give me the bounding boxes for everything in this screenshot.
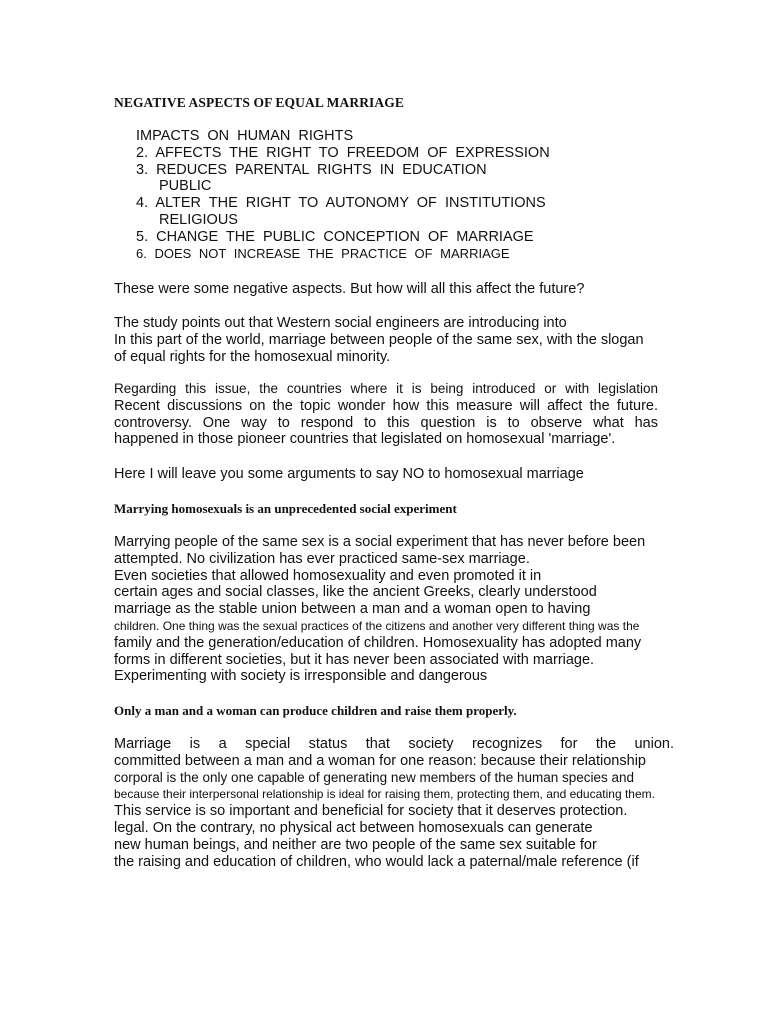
paragraph-line: certain ages and social classes, like the ancient Greeks, clearly understood — [114, 584, 597, 601]
paragraph-children — [114, 736, 674, 870]
paragraph-line: children. One thing was the sexual practices of the citizens and another very different thing was the — [114, 618, 640, 633]
paragraph-legislation — [114, 381, 658, 448]
list-item: 6. DOES NOT INCREASE THE PRACTICE OF MARRIAGE — [136, 245, 510, 261]
document-title: NEGATIVE ASPECTS OF EQUAL MARRIAGE — [114, 95, 404, 110]
list-item: IMPACTS ON HUMAN RIGHTS — [136, 128, 354, 144]
paragraph-line: This service is so important and beneficial for society that it deserves protection. — [114, 803, 628, 820]
paragraph-line: of equal rights for the homosexual minority. — [114, 348, 391, 365]
paragraph-line: Marriage is a special status that society recognizes for the union. — [114, 736, 674, 752]
paragraph-line: In this part of the world, marriage between people of the same sex, with the slogan — [114, 331, 644, 348]
subheading-children: Only a man and a woman can produce children and raise them properly. — [114, 703, 517, 718]
paragraph-line: Marrying people of the same sex is a social experiment that has never before been — [114, 534, 646, 550]
paragraph-arguments — [114, 466, 680, 483]
paragraph-line: controversy. One way to respond to this question is to observe what has — [114, 414, 658, 431]
paragraph-line: family and the generation/education of children. Homosexuality has adopted many — [114, 634, 642, 651]
paragraph-line: Regarding this issue, the countries where it is being introduced or with legislation — [114, 381, 658, 396]
list-item: 5. CHANGE THE PUBLIC CONCEPTION OF MARRIAGE — [136, 228, 534, 245]
paragraph-social-experiment — [114, 534, 680, 685]
paragraph-line: happened in those pioneer countries that legislated on homosexual 'marriage'. — [114, 431, 616, 448]
list-item: 4. ALTER THE RIGHT TO AUTONOMY OF INSTITUTIONS — [136, 195, 546, 212]
paragraph-line: The study points out that Western social engineers are introducing into — [114, 315, 567, 331]
subheading-social-experiment: Marrying homosexuals is an unprecedented social experiment — [114, 501, 457, 516]
list-item-continuation: RELIGIOUS — [159, 211, 238, 228]
paragraph-line: new human beings, and neither are two people of the same sex suitable for — [114, 836, 597, 853]
paragraph-line: Even societies that allowed homosexuality and even promoted it in — [114, 567, 542, 584]
paragraph-line: marriage as the stable union between a man and a woman open to having — [114, 601, 591, 618]
list-item: 2. AFFECTS THE RIGHT TO FREEDOM OF EXPRESSION — [136, 144, 550, 161]
paragraph-future — [114, 281, 680, 298]
paragraph-line: attempted. No civilization has ever practiced same-sex marriage. — [114, 550, 530, 567]
paragraph-line: Here I will leave you some arguments to say NO to homosexual marriage — [114, 466, 584, 482]
paragraph-line: Experimenting with society is irresponsible and dangerous — [114, 668, 488, 685]
paragraph-line: These were some negative aspects. But how will all this affect the future? — [114, 281, 585, 297]
paragraph-line: the raising and education of children, who would lack a paternal/male reference (if — [114, 853, 639, 870]
paragraph-line: committed between a man and a woman for one reason: because their relationship — [114, 752, 646, 769]
paragraph-line: corporal is the only one capable of generating new members of the human species and — [114, 769, 635, 785]
negative-aspects-list — [136, 128, 606, 262]
paragraph-line: forms in different societies, but it has never been associated with marriage. — [114, 651, 595, 668]
list-item: 3. REDUCES PARENTAL RIGHTS IN EDUCATION — [136, 161, 487, 178]
paragraph-line: because their interpersonal relationship is ideal for raising them, protecting them, and educating them. — [114, 787, 655, 802]
paragraph-line: Recent discussions on the topic wonder how this measure will affect the future. — [114, 397, 658, 414]
list-item-continuation: PUBLIC — [159, 178, 212, 195]
paragraph-study — [114, 315, 680, 365]
paragraph-line: legal. On the contrary, no physical act between homosexuals can generate — [114, 819, 593, 836]
